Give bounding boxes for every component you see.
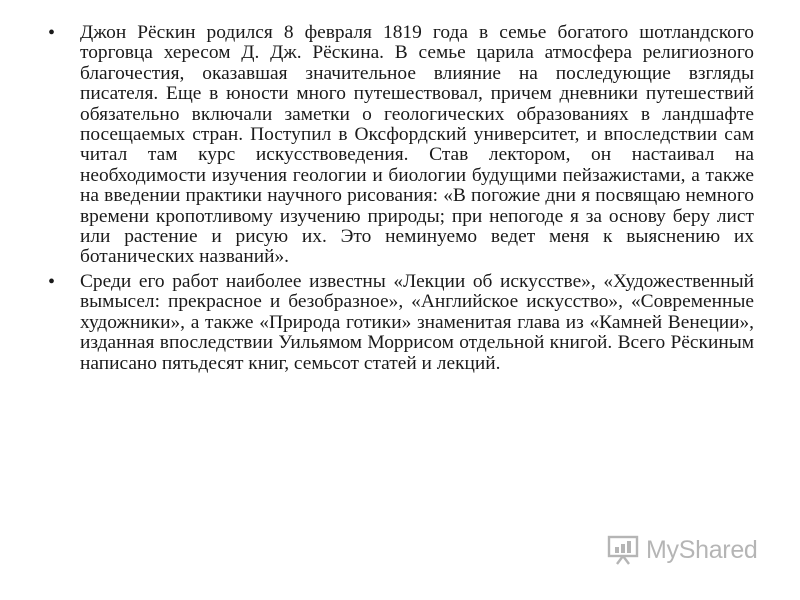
bullet-icon: •: [48, 22, 56, 44]
watermark-logo: [606, 533, 758, 567]
paragraph-biography: Джон Рёскин родился 8 февраля 1819 года в семье богатого шотландского торговца хересом Д. Дж. Рёскина. В семье царила атмосфера религиозного благочестия, оказавшая значительное влияние на последующие взгляды писателя. Еще в юности много путешествовал, причем дневники путешествий обязательно включали заметки о геологических образованиях в ландшафте посещаемых стран. Поступил в Оксфордский университет, и впоследствии сам читал там курс искусствоведения. Став лектором, он настаивал на необходимости изучения геологии и биологии будущими пейзажистами, а также на введении практики научного рисования: «В погожие дни я посвящаю немного времени кропотливому изучению природы; при непогоде я за основу беру лист или растение и рисую их. Это неминуемо ведет меня к выяснению их ботанических названий».: [80, 22, 754, 268]
paragraph-works: Среди его работ наиболее известны «Лекции об искусстве», «Художественный вымысел: прекрасное и безобразное», «Английское искусство», «Современные художники», а также «Природа готики» знаменитая глава из «Камней Венеции», изданная впоследствии Уильямом Моррисом отдельной книгой. Всего Рёскиным написано пятьдесят книг, семьсот статей и лекций.: [80, 270, 754, 374]
bullet-icon: •: [48, 270, 56, 293]
watermark-text: MyShared: [646, 535, 758, 564]
bullet-list: [48, 23, 754, 378]
bullet-item: [48, 272, 754, 374]
presentation-board-icon: [606, 533, 640, 567]
bullet-item: [48, 23, 754, 268]
